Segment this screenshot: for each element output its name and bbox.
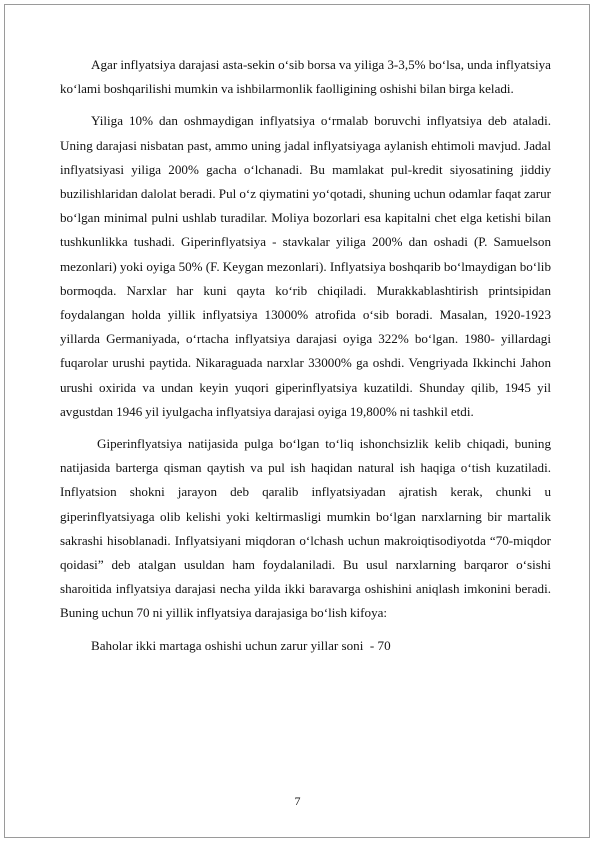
page-number: 7 xyxy=(294,794,301,808)
paragraph-inflation-moderate: Agar inflyatsiya darajasi asta-sekin o‘sib borsa va yiliga 3-3,5% bo‘lsa, unda inflyatsiya ko‘lami boshqarilishi mumkin va ishbilarmonlik faolligining oshishi bilan birga keladi. xyxy=(60,57,551,97)
paragraph-inflation-types: Yiliga 10% dan oshmaydigan inflyatsiya o‘rmalab boruvchi inflyatsiya deb ataladi. Uning darajasi nisbatan past, ammo uning jadal inflyatsiyaga aylanish ehtimoli mavjud. Jadal inflyatsiyasi yiliga 200% gacha o‘lchanadi. Bu mamlakat pul-kredit siyosatining jiddiy buzilishlaridan dalolat beradi. Pul o‘z qiymatini yo‘qotadi, shuning uchun odamlar faqat zarur bo‘lgan minimal pulni ushlab turadilar. Moliya bozorlari esa kapitalni chet elga ketishi bilan tushkunlikka tushadi. Giperinflyatsiya - stavkalar yiliga 200% dan oshadi (P. Samuelson mezonlari) yoki oyiga 50% (F. Keygan mezonlari). Inflyatsiya boshqarib bo‘lmaydigan bo‘lib bormoqda. Narxlar har kuni qayta ko‘rib chiqiladi. Murakkablashtirish printsipidan foydalangan holda yillik inflyatsiya 13000% atrofida o‘sib boradi. Masalan, 1920-1923 yillarda Germaniyada, o‘rtacha inflyatsiya darajasi oyiga 322% bo‘lgan. 1980- yillardagi fuqarolar urushi paytida. Nikaraguada narxlar 33000% ga oshdi. Vengriyada Ikkinchi Jahon urushi oxirida va undan keyin yuqori giperinflyatsiya kuzatildi. Shunday qilib, 1945 yil avgustdan 1946 yil iyulgacha inflyatsiya darajasi oyiga 19,800% ni tashkil etdi. xyxy=(60,113,551,419)
paragraph-hyperinflation-rule-70: Giperinflyatsiya natijasida pulga bo‘lgan to‘liq ishonchsizlik kelib chiqadi, buning natijasida barterga qisman qaytish va pul ish haqidan natural ish haqiga o‘tish kuzatiladi. Inflyatsion shokni jarayon deb qaralib inflyatsiyadan ajratish kerak, chunki u giperinflyatsiyaga olib kelishi yoki keltirmasligi mumkin bo‘lgan narxlarning bir martalik sakrashi hisoblanadi. Inflyatsiyani miqdoran o‘lchash uchun makroiqtisodiyotda “70-miqdor qoidasi” deb atalgan usuldan ham foydalaniladi. Bu usul narxlarning barqaror o‘sishi sharoitida inflyatsiya darajasi necha yilda ikki baravarga oshishini aniqlash imkonini beradi. Buning uchun 70 ni yillik inflyatsiya darajasiga bo‘lish kifoya: xyxy=(60,436,551,621)
document-body xyxy=(60,53,551,658)
formula-line: Baholar ikki martaga oshishi uchun zarur yillar soni - 70 xyxy=(91,637,391,653)
